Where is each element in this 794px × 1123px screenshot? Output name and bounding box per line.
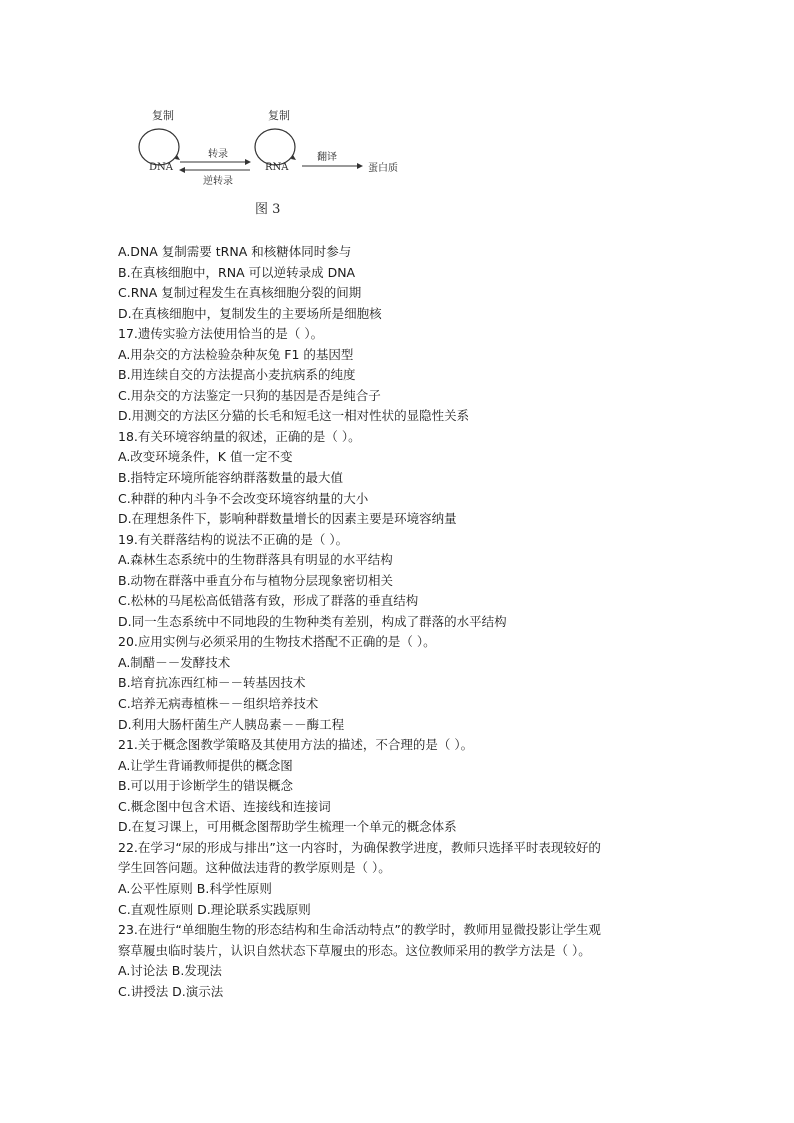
option-a: A.改变环境条件，K 值一定不变 xyxy=(118,449,293,465)
option-d: D.在理想条件下，影响种群数量增长的因素主要是环境容纳量 xyxy=(118,511,457,527)
question-stem: 17.遗传实验方法使用恰当的是（ ）。 xyxy=(118,326,324,342)
question-stem: 19.有关群落结构的说法不正确的是（ ）。 xyxy=(118,531,349,547)
option-d: D.同一生态系统中不同地段的生物种类有差别，构成了群落的水平结构 xyxy=(118,613,507,629)
reverse-transcription-label: 逆转录 xyxy=(203,176,233,187)
option-c: C.松林的马尾松高低错落有致，形成了群落的垂直结构 xyxy=(118,593,419,609)
option-a: A.制醋－－发酵技术 xyxy=(118,654,231,670)
option-a: A.用杂交的方法检验杂种灰兔 F1 的基因型 xyxy=(118,346,354,362)
dna-label: DNA xyxy=(149,162,173,173)
central-dogma-diagram xyxy=(132,104,412,222)
question-stem: 20.应用实例与必须采用的生物技术搭配不正确的是（ ）。 xyxy=(118,634,436,650)
question-stem-line-1: 22.在学习“尿的形成与排出”这一内容时，为确保教学进度，教师只选择平时表现较好的 xyxy=(118,839,601,855)
question-17 xyxy=(118,324,678,427)
replicate-right-label: 复制 xyxy=(268,109,290,122)
q16-option-b: B.在真核细胞中，RNA 可以逆转录成 DNA xyxy=(118,264,356,280)
q16-option-c: C.RNA 复制过程发生在真核细胞分裂的间期 xyxy=(118,285,362,301)
question-stem: 21.关于概念图教学策略及其使用方法的描述，不合理的是（ ）。 xyxy=(118,737,474,753)
option-b: B.动物在群落中垂直分布与植物分层现象密切相关 xyxy=(118,572,394,588)
option-b: B.用连续自交的方法提高小麦抗病系的纯度 xyxy=(118,367,356,383)
dna-replication-loop xyxy=(139,129,179,165)
option-a: A.让学生背诵教师提供的概念图 xyxy=(118,757,293,773)
option-c: C.概念图中包含术语、连接线和连接词 xyxy=(118,798,331,814)
options-ab: A.公平性原则 B.科学性原则 xyxy=(118,880,272,896)
question-23 xyxy=(118,920,678,1002)
question-stem-line-1: 23.在进行“单细胞生物的形态结构和生命活动特点”的教学时，教师用显微投影让学生观 xyxy=(118,922,601,938)
q16-option-a: A.DNA 复制需要 tRNA 和核糖体同时参与 xyxy=(118,244,352,259)
question-21 xyxy=(118,735,678,838)
question-stem: 18.有关环境容纳量的叙述，正确的是（ ）。 xyxy=(118,428,361,444)
option-b: B.可以用于诊断学生的错误概念 xyxy=(118,778,294,794)
q16-options xyxy=(118,242,678,324)
replicate-left-label: 复制 xyxy=(152,109,174,122)
protein-label: 蛋白质 xyxy=(368,163,398,174)
option-b: B.培育抗冻西红柿－－转基因技术 xyxy=(118,675,306,691)
options-cd: C.讲授法 D.演示法 xyxy=(118,983,224,999)
rna-replication-loop xyxy=(255,129,295,165)
option-c: C.种群的种内斗争不会改变环境容纳量的大小 xyxy=(118,490,369,506)
question-22 xyxy=(118,838,678,920)
options-ab: A.讨论法 B.发现法 xyxy=(118,963,222,979)
dna-replication-arrowhead xyxy=(175,155,180,160)
question-20 xyxy=(118,632,678,735)
option-d: D.用测交的方法区分猫的长毛和短毛这一相对性状的显隐性关系 xyxy=(118,408,470,424)
question-19 xyxy=(118,530,678,633)
question-stem-line-2: 察草履虫临时装片，认识自然状态下草履虫的形态。这位教师采用的教学方法是（ ）。 xyxy=(118,942,591,958)
rna-label: RNA xyxy=(265,162,289,173)
option-c: C.用杂交的方法鉴定一只狗的基因是否是纯合子 xyxy=(118,387,381,403)
option-d: D.利用大肠杆菌生产人胰岛素－－酶工程 xyxy=(118,716,345,732)
question-content xyxy=(118,242,678,1002)
rna-replication-arrowhead xyxy=(291,155,296,160)
figure-caption: 图 3 xyxy=(255,202,281,217)
option-c: C.培养无病毒植株－－组织培养技术 xyxy=(118,696,319,712)
question-18 xyxy=(118,427,678,530)
option-a: A.森林生态系统中的生物群落具有明显的水平结构 xyxy=(118,552,393,568)
option-b: B.指特定环境所能容纳群落数量的最大值 xyxy=(118,470,344,486)
translation-label: 翻译 xyxy=(317,152,337,163)
transcription-label: 转录 xyxy=(208,149,228,160)
q16-option-d: D.在真核细胞中，复制发生的主要场所是细胞核 xyxy=(118,305,382,321)
central-dogma-figure xyxy=(132,104,412,222)
options-cd: C.直观性原则 D.理论联系实践原则 xyxy=(118,901,311,917)
question-stem-line-2: 学生回答问题。这种做法违背的教学原则是（ ）。 xyxy=(118,860,391,876)
option-d: D.在复习课上，可用概念图帮助学生梳理一个单元的概念体系 xyxy=(118,819,457,835)
